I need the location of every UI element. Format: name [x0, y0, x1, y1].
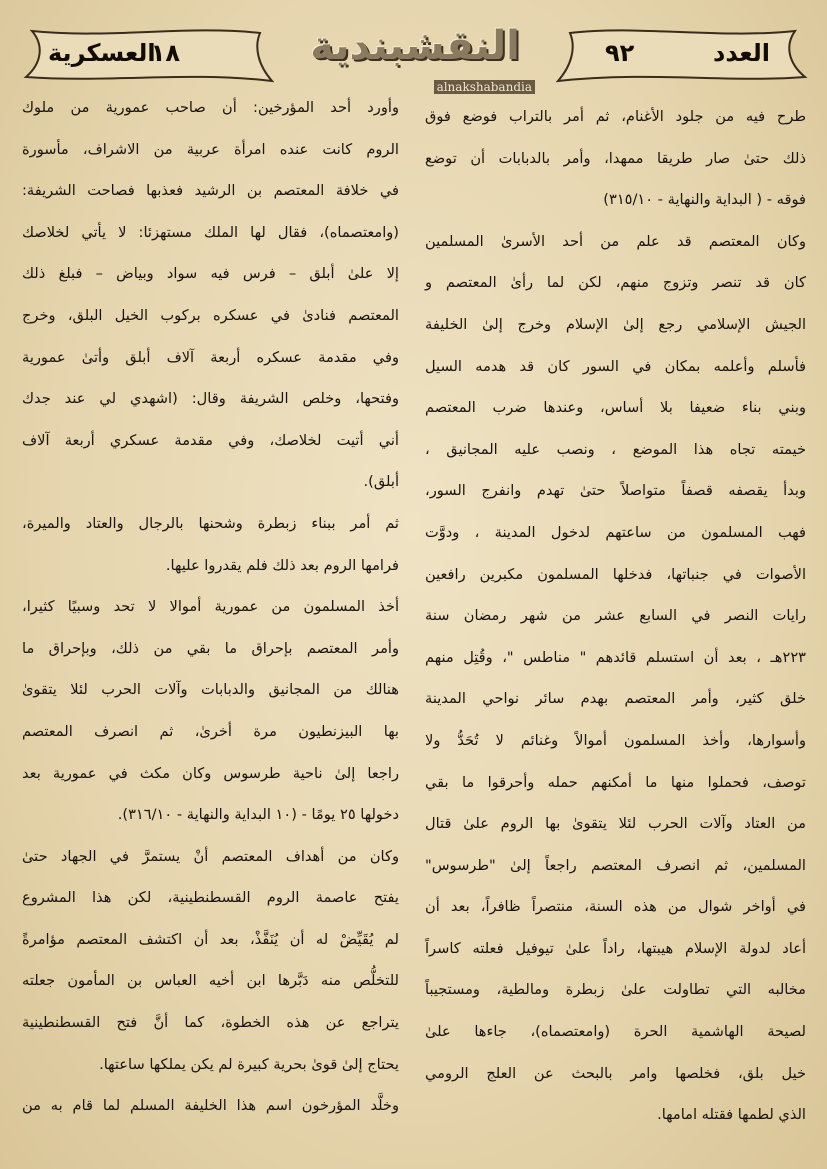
text-line: فهب المسلمون من ساعتهم لدخول المدينة ، ودوَّت	[425, 523, 806, 541]
logo-latin: alnakshabandia	[434, 80, 535, 94]
text-line: في أواخر شوال من هذه السنة، منتصراً ظافراً، بعد أن	[425, 898, 806, 916]
page-number: ١٨	[150, 39, 180, 67]
text-line: وبدأ يقصفه قصفاً متواصلاً حتىٰ تهدم وانفرج السور،	[425, 482, 806, 500]
text-line: أعاد لدولة الإسلام هيبتها، راداً علىٰ تيوفيل فعلته كاسراً	[425, 939, 806, 957]
text-line: في خلافة المعتصم بن الرشيد فعذبها فصاحت الشريفة:	[22, 182, 399, 200]
text-line: وكان المعتصم قد علم من أحد الأسرىٰ المسلمين	[425, 232, 806, 250]
text-line: وأسوارها، وأخذ المسلمون أموالاً وغنائم لا تُحَدُّ ولا	[425, 731, 806, 749]
issue-label: العدد	[713, 39, 770, 67]
text-line: خلق كثير، وأمر المعتصم بهدم سائر نواحي المدينة	[425, 690, 806, 708]
text-line: لصيحة الهاشمية الحرة (وامعتصماه)، جاءها علىٰ	[425, 1023, 806, 1041]
text-line: المعتصم فنادىٰ في عسكره بركوب الخيل البلق، وخرج	[22, 306, 399, 324]
text-line: هنالك من المجانيق والدبابات وآلات الحرب لئلا يتقوىٰ	[22, 681, 399, 699]
magazine-logo	[295, 18, 535, 94]
text-line: رايات النصر في السابع عشر من شهر رمضان سنة	[425, 607, 806, 625]
text-line: الذي لطمها فقتله امامها.	[657, 1106, 806, 1124]
logo-text: النقشبندية	[310, 23, 520, 69]
section-banner	[18, 25, 280, 85]
text-line: بها البيزنطيون مرة أخرىٰ، ثم انصرف المعتصم	[22, 722, 399, 740]
text-line: وفي مقدمة عسكره أربعة آلاف أبلق وأتىٰ عمورية	[22, 348, 399, 366]
text-line: المسلمين، ثم انصرف المعتصم راجعاً إلىٰ "طرسوس"	[425, 856, 806, 874]
text-line: طرح فيه من جلود الأغنام، ثم أمر بالتراب فوضع فوق	[425, 108, 806, 125]
ribbon-icon	[550, 25, 810, 85]
issue-number: ٩٢	[605, 39, 635, 67]
text-line: خيمته تجاه هذا الموضع ، ونصب عليه المجانيق ،	[425, 440, 806, 458]
page-header	[0, 0, 827, 100]
text-line: ٢٢٣هـ ، بعد أن استسلم قائدهم " مناطس "، وقُتِل منهم	[425, 648, 806, 666]
text-line: توصف، فحملوا منها ما أمكنهم حمله وأحرقوا ما بقي	[425, 773, 806, 791]
text-line: يفتح عاصمة الروم القسطنطينية، لكن هذا المشروع	[22, 889, 399, 907]
text-line: كان قد تنصر وتزوج منهم، لكن لما رأىٰ المعتصم و	[425, 274, 806, 292]
text-line: راجعا إلىٰ ناحية طرسوس وكان مكث في عمورية بعد	[22, 764, 399, 782]
text-line: الأصوات في جنباتها، فدخلها المسلمون مكبرين رافعين	[425, 565, 806, 583]
section-title: العسكرية	[48, 39, 156, 67]
text-line: وأمر المعتصم بإحراق ما بقي من ذلك، وبإحراق ما	[22, 639, 399, 657]
text-line: إلا علىٰ أبلق – فرس فيه سواد وبياض – فبلغ ذلك	[22, 265, 399, 283]
text-line: فأسلم وأعلمه بمكان في السور كان قد هدمه السيل	[425, 357, 806, 375]
text-line: ذلك حتىٰ صار طريقا ممهدا، وأمر بالدبابات أن توضع	[425, 149, 806, 167]
text-line: من العتاد وآلات الحرب لئلا يتقوىٰ بها الروم علىٰ قتال	[425, 815, 806, 833]
issue-banner	[550, 25, 810, 85]
text-line: (وامعتصماه)، فقال لها الملك مستهزئا: لا يأتي لخلاصك	[22, 223, 399, 241]
text-line: وخلَّد المؤرخون اسم هذا الخليفة المسلم لما قام به من	[22, 1097, 399, 1115]
text-line: أني أتيت لخلاصك، وفي مقدمة عسكري أربعة آلاف	[22, 431, 399, 449]
text-line: الجيش الإسلامي رجع إلىٰ الإسلام وخرج إلىٰ الخليفة	[425, 315, 806, 333]
text-line: يتراجع عن هذه الخطوة، كما أنَّ فتح القسطنطينية	[22, 1014, 399, 1032]
article-column-left	[22, 87, 399, 1127]
text-line: وكان من أهداف المعتصم أنْ يستمرَّ في الجهاد حتىٰ	[22, 847, 399, 865]
text-line: وبني بناء ضعيفا بلا أساس، وعندها ضرب المعتصم	[425, 399, 806, 417]
text-line: خيل بلق، فخلصها وامر بالبحث عن العلج الرومي	[425, 1064, 806, 1082]
article-column-right	[425, 96, 806, 1136]
text-line: ثم أمر ببناء زبطرة وشحنها بالرجال والعتاد والميرة،	[22, 514, 399, 532]
text-line: فرامها الروم بعد ذلك فلم يقدروا عليها.	[165, 556, 399, 574]
text-line: وأورد أحد المؤرخين: أن صاحب عمورية من ملوك	[22, 99, 399, 116]
text-line: فوقه - ( البداية والنهاية - ٣١٥/١٠)	[603, 191, 806, 209]
text-line: وفتحها، وخلص الشريفة وقال: (اشهدي لي عند جدك	[22, 390, 399, 408]
text-line: يحتاج إلىٰ قوىٰ بحرية كبيرة لم يكن يملكها ساعتها.	[99, 1055, 399, 1073]
text-line: أخذ المسلمون من عمورية أموالا لا تحد وسبيًا كثيرا،	[22, 598, 399, 616]
text-line: الروم كانت عنده امرأة عربية من الاشراف، مأسورة	[22, 140, 399, 158]
text-line: دخولها ٢٥ يومًا - (١٠ البداية والنهاية - ٣١٦/١٠).	[117, 806, 399, 824]
text-line: لم يُقَيِّضْ له أن يُنَفَّذْ، بعد أن اكتشف المعتصم مؤامرةً	[22, 930, 399, 948]
text-line: أبلق).	[363, 473, 399, 491]
text-line: مخالبه التي تطاولت علىٰ زبطرة ومالطية، ومستجيباً	[425, 981, 806, 999]
text-line: للتخلُّص منه دَبَّرها ابن أخيه العباس بن المأمون جعلته	[22, 972, 399, 990]
